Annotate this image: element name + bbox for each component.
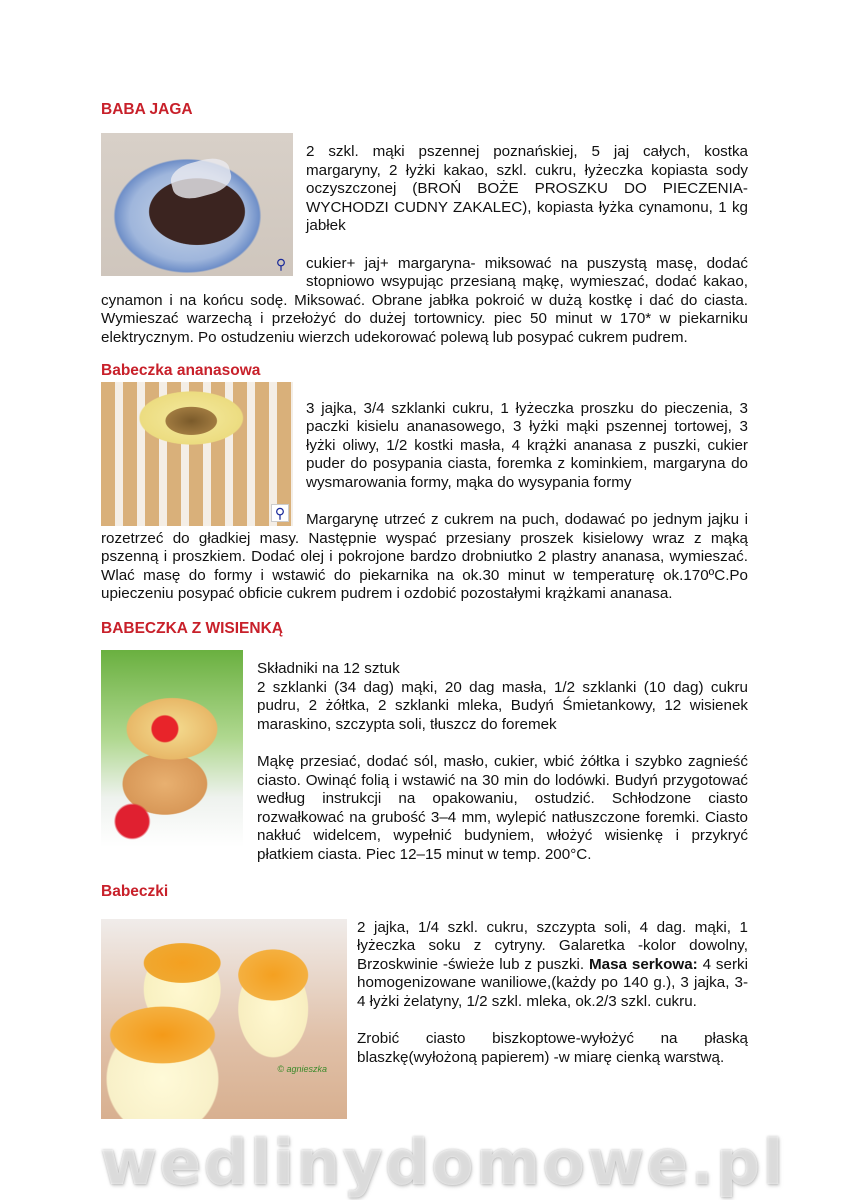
- photo-signature: © agnieszka: [277, 1064, 327, 1074]
- ingredients-text: 2 szkl. mąki pszennej poznańskiej, 5 jaj całych, kostka margaryny, 2 łyżki kakao, szkl. cukru, łyżeczka kopiasta sody oczyszczonej (BROŃ BOŻE PROSZKU DO PIECZENIA-WYCHODZI CUDNY ZAKALEC), kopiasta łyżka cynamonu, 1 kg jabłek: [306, 143, 748, 235]
- method-text: Mąkę przesiać, dodać sól, masło, cukier, wbić żółtka i szybko zagnieść ciasto. Owinąć folią i wstawić na 30 min do lodówki. Budyń przygotować według instrukcji na opakowaniu, ostudzić. Schłodzone ciasto rozwałkować na grubość 3–4 mm, wylepić natłuszczone foremki. Ciasto nakłuć widelcem, wypełnić budyniem, włożyć wisienkę i przykryć płatkiem ciasta. Piec 12–15 minut w temp. 200°C.: [257, 753, 748, 863]
- recipe-baba-jaga: [101, 133, 748, 348]
- ingredients-bold-label: Masa serkowa:: [589, 955, 698, 973]
- document-body: [101, 101, 748, 1119]
- recipe-photo: [101, 919, 347, 1119]
- recipe-title: BABA JAGA: [101, 101, 193, 118]
- recipe-title: Babeczki: [101, 882, 169, 900]
- ingredients-text: 3 jajka, 3/4 szklanki cukru, 1 łyżeczka proszku do pieczenia, 3 paczki kisielu ananasowego, 3 łyżki mąki pszennej tortowej, 3 łyżki oliwy, 1/2 kostki masła, 4 krążki ananasa z puszki, cukier puder do posypania ciasta, foremka z kominkiem, margaryna do wysmarowania formy, mąka do wysypania formy: [306, 399, 748, 491]
- magnifier-zoom-icon[interactable]: ⚲: [275, 256, 287, 272]
- recipe-photo: [101, 650, 243, 847]
- recipe-photo: [101, 382, 293, 526]
- ingredients-text: 2 szklanki (34 dag) mąki, 20 dag masła, 1/2 szklanki (10 dag) cukru pudru, 2 żółtka, 2 szklanki mleka, Budyń Śmietankowy, 12 wisienek maraskino, szczypta soli, tłuszcz do foremek: [257, 678, 748, 733]
- watermark: wedlinydomowe.pl: [100, 1126, 786, 1199]
- recipe-title: Babeczka ananasowa: [101, 361, 261, 379]
- recipe-babeczka-ananasowa: [101, 382, 748, 605]
- magnifier-zoom-icon[interactable]: ⚲: [271, 504, 289, 522]
- servings-text: Składniki na 12 sztuk: [257, 660, 400, 678]
- method-text: Margarynę utrzeć z cukrem na puch, dodawać po jednym jajku i rozetrzeć do gładkiej masy. Następnie wyspać przesiany proszek kisielowy wraz z mąką pszenną i proszkiem. Dodać olej i pokrojone bardzo drobniutko 2 plastry ananasa, wymieszać. Wlać masę do formy i wstawić do piekarnika na ok.30 minut w temperaturę ok.170ºC.Po upieczeniu posypać obficie cukrem pudrem i ozdobić pozostałymi krążkami ananasa.: [101, 511, 748, 603]
- method-text: Zrobić ciasto biszkoptowe-wyłożyć na płaską blaszkę(wyłożoną papierem) -w miarę cienką warstwą.: [357, 1030, 748, 1066]
- recipe-title: BABECZKA Z WISIENKĄ: [101, 620, 283, 638]
- recipe-photo: [101, 133, 293, 276]
- ingredients-part: 4 serki homogenizowane waniliowe,(każdy po 140 g.), 3 jajka, 3-4 łyżki żelatyny, 1/2 szkl. mleka, ok.2/3 szkl. cukru.: [357, 955, 748, 1010]
- ingredients-part: 2 jajka, 1/4 szkl. cukru, szczypta soli, 4 dag. mąki, 1 łyżeczka soku z cytryny. Galaretka -kolor dowolny, Brzoskwinie -świeże lub z puszki.: [357, 918, 748, 973]
- recipe-babeczki: [101, 919, 748, 1119]
- recipe-babeczka-z-wisienka: [101, 650, 748, 865]
- method-text: cukier+ jaj+ margaryna- miksować na puszystą masę, dodać stopniowo wsypując przesianą mąkę, wymieszać, dodać kakao, cynamon i na końcu sodę. Miksować. Obrane jabłka pokroić w dużą kostkę i dać do ciasta. Wymieszać warzechą i przełożyć do dużej tortownicy. piec 50 minut w 170* w piekarniku elektrycznym. Po ostudzeniu wierzch udekorować polewą lub posypać cukrem pudrem.: [101, 254, 748, 346]
